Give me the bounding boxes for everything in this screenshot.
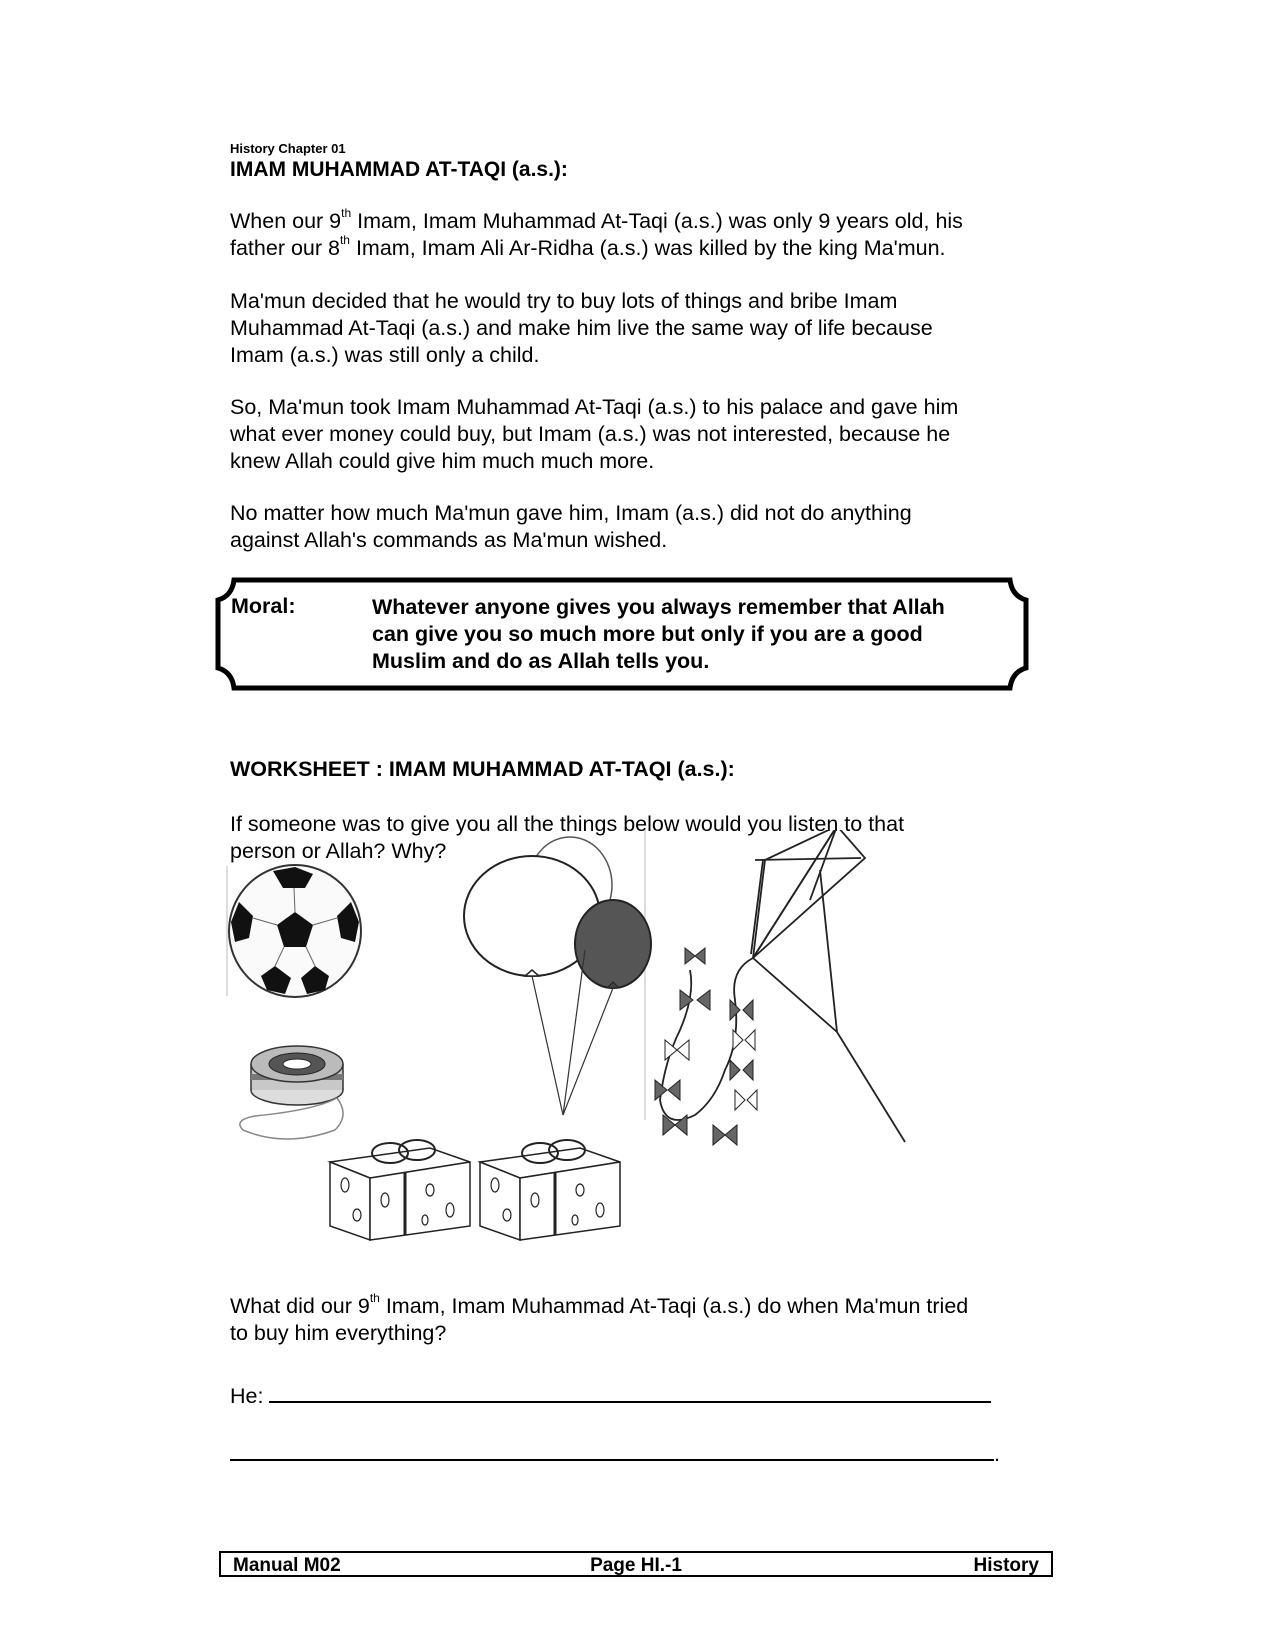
- text-line: So, Ma'mun took Imam Muhammad At-Taqi (a.s.) to his palace and gave him: [230, 395, 959, 419]
- text-line: what ever money could buy, but Imam (a.s.) was not interested, because he: [230, 422, 951, 446]
- story-paragraph-4: [230, 500, 1060, 554]
- yoyo-icon: [240, 1046, 343, 1139]
- story-paragraph-3: [230, 394, 1060, 475]
- text-segment: father our 8: [230, 236, 340, 260]
- answer-line-2: [230, 1437, 1000, 1467]
- text-line: person or Allah? Why?: [230, 839, 447, 863]
- text-line: against Allah's commands as Ma'mun wished.: [230, 528, 668, 552]
- page-footer: [219, 1551, 1053, 1577]
- text-segment: When our 9: [230, 209, 342, 233]
- text-line: knew Allah could give him much much more.: [230, 449, 655, 473]
- balloons-icon: [464, 830, 651, 1120]
- text-line: Muhammad At-Taqi (a.s.) and make him live the same way of life because: [230, 316, 933, 340]
- gift-box-icon: [330, 1140, 470, 1240]
- answer-blank-2[interactable]: [230, 1437, 994, 1461]
- gift-box-icon: [480, 1140, 620, 1240]
- moral-line: Muslim and do as Allah tells you.: [372, 649, 710, 673]
- text-segment: Imam, Imam Muhammad At-Taqi (a.s.) do when Ma'mun tried: [379, 1294, 969, 1318]
- story-paragraph-2: [230, 288, 1060, 369]
- question-2: [230, 1290, 1060, 1347]
- footer-manual: Manual M02: [233, 1555, 341, 1576]
- text-segment: What did our 9: [230, 1294, 370, 1318]
- moral-line: Whatever anyone gives you always remember that Allah: [372, 595, 945, 619]
- soccer-ball-icon: [227, 865, 361, 997]
- text-line: If someone was to give you all the things below would you listen to that: [230, 812, 905, 836]
- answer-period: .: [994, 1442, 1000, 1466]
- illustrations: [225, 830, 965, 1270]
- superscript: th: [369, 1290, 380, 1305]
- text-line: Imam (a.s.) was still only a child.: [230, 343, 540, 367]
- chapter-label: History Chapter 01: [230, 141, 346, 156]
- text-line: Ma'mun decided that he would try to buy lots of things and bribe Imam: [230, 289, 898, 313]
- text-segment: Imam, Imam Ali Ar-Ridha (a.s.) was killed by the king Ma'mun.: [349, 236, 946, 260]
- superscript: th: [339, 232, 350, 247]
- text-line: to buy him everything?: [230, 1321, 447, 1345]
- story-paragraph-1: [230, 205, 1060, 262]
- worksheet-title: WORKSHEET : IMAM MUHAMMAD AT-TAQI (a.s.):: [230, 757, 735, 781]
- moral-label: Moral:: [231, 594, 296, 618]
- answer-prefix: He:: [230, 1384, 270, 1408]
- kite-icon: [655, 830, 905, 1145]
- moral-line: can give you so much more but only if you are a good: [372, 622, 923, 646]
- text-line: No matter how much Ma'mun gave him, Imam (a.s.) did not do anything: [230, 501, 912, 525]
- page-title: IMAM MUHAMMAD AT-TAQI (a.s.):: [230, 158, 568, 181]
- answer-blank-1[interactable]: [269, 1379, 991, 1403]
- superscript: th: [341, 205, 352, 220]
- answer-line-1: [230, 1379, 991, 1409]
- text-segment: Imam, Imam Muhammad At-Taqi (a.s.) was only 9 years old, his: [351, 209, 963, 233]
- footer-subject: History: [973, 1555, 1039, 1576]
- footer-page-number: Page HI.-1: [590, 1555, 682, 1576]
- moral-text: [372, 594, 1012, 675]
